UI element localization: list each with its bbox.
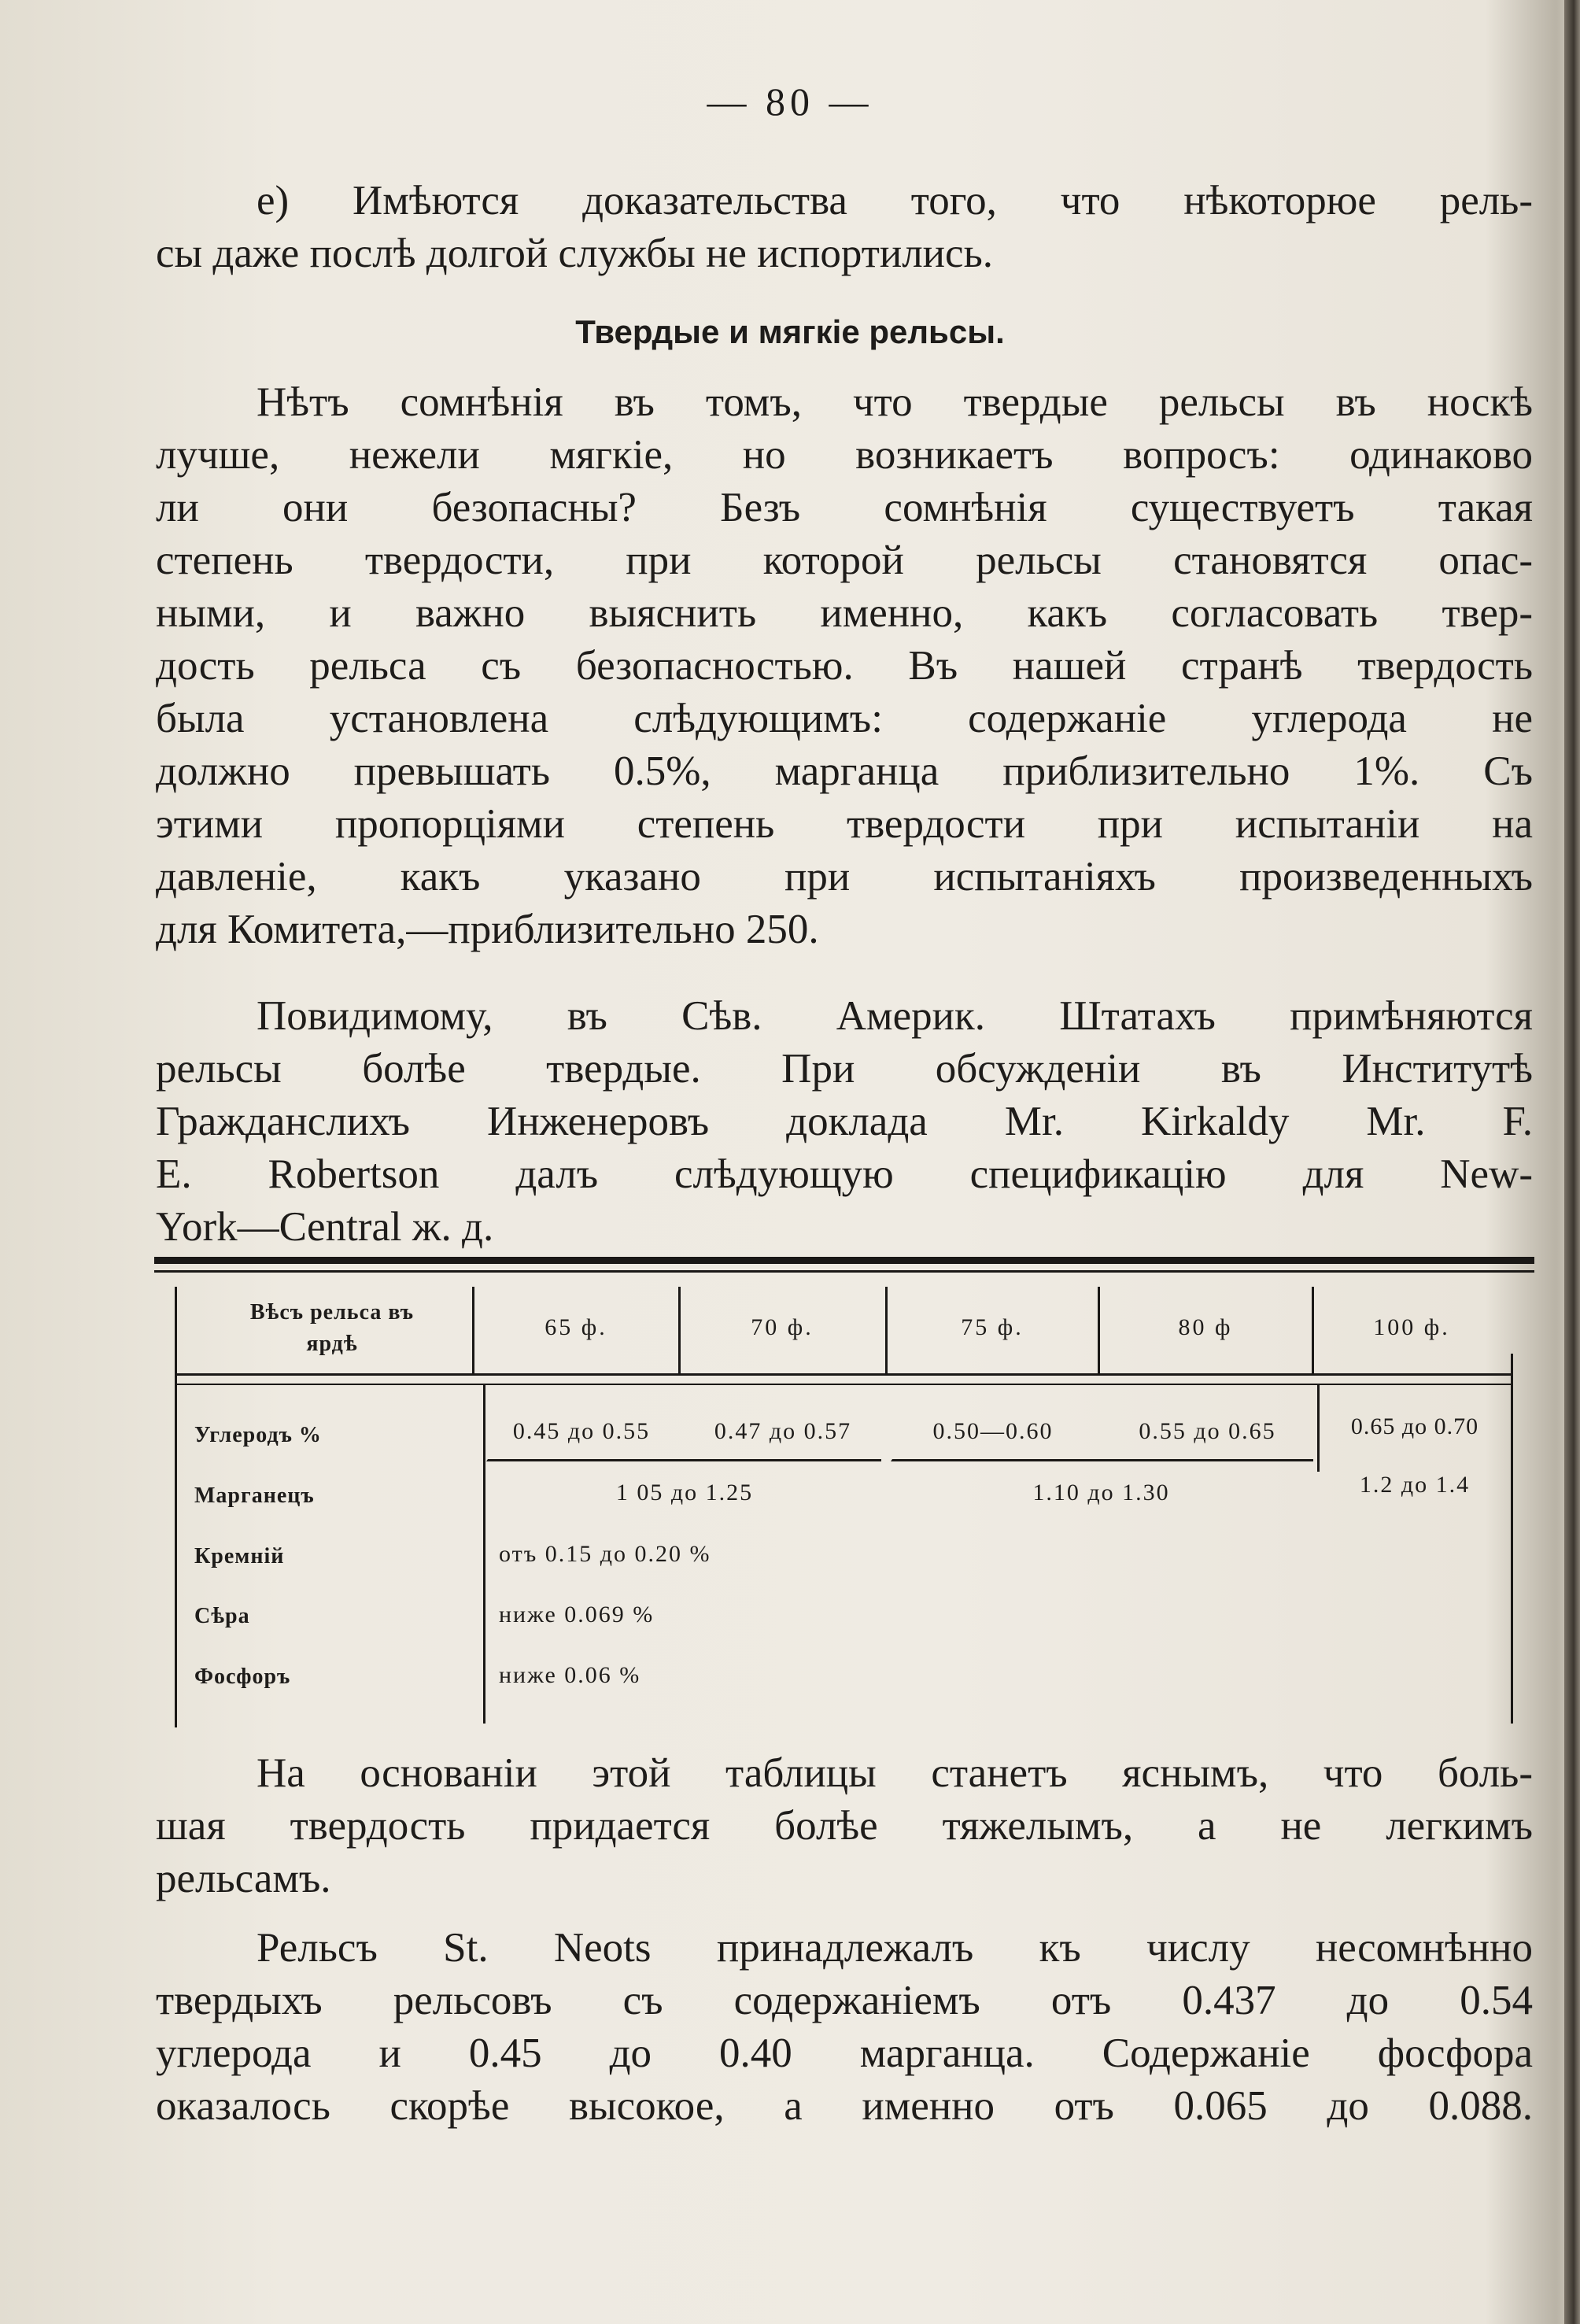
text-line: шая твердость придается болѣе тяжелымъ, а не легкимъ xyxy=(156,1803,1533,1849)
header-label-line: Вѣсъ рельса въ xyxy=(249,1300,415,1325)
manganese-value: 1 05 до 1.25 xyxy=(615,1480,754,1506)
silicon-value: отъ 0.15 до 0.20 % xyxy=(499,1541,711,1567)
carbon-value: 0.65 до 0.70 xyxy=(1350,1413,1479,1439)
text-line: лучше, нежели мягкіе, но возникаетъ вопросъ: одинаково xyxy=(156,432,1533,478)
carbon-value: 0.45 до 0.55 xyxy=(512,1418,651,1444)
text-line: ными, и важно выяснить именно, какъ согласовать твер- xyxy=(156,590,1533,636)
text-line: Гражданслихъ Инженеровъ доклада Mr. Kirkaldy Mr. F. xyxy=(156,1099,1533,1144)
row-label-phosphorus: Фосфоръ xyxy=(194,1664,291,1689)
weight-column-header: 75 ф. xyxy=(961,1314,1024,1340)
header-rule-thin xyxy=(175,1384,1512,1385)
weight-column-header: 65 ф. xyxy=(545,1314,607,1340)
text-line: E. Robertson далъ слѣдующую спецификацію для New- xyxy=(156,1151,1533,1197)
text-line: е) Имѣются доказательства того, что нѣкоторюе рель- xyxy=(257,178,1533,224)
row-label-silicon: Кремній xyxy=(194,1544,285,1568)
text-line: Рельсъ St. Neots принадлежалъ къ числу несомнѣнно xyxy=(257,1925,1533,1971)
text-line: давленіе, какъ указано при испытаніяхъ произведенныхъ xyxy=(156,854,1533,900)
text-line: углерода и 0.45 до 0.40 марганца. Содержаніе фосфора xyxy=(156,2030,1533,2076)
text-line: Нѣтъ сомнѣнія въ томъ, что твердые рельсы въ носкѣ xyxy=(257,379,1533,425)
text-line: ли они безопасны? Безъ сомнѣнія существуетъ такая xyxy=(156,485,1533,530)
brace-75-80 xyxy=(891,1448,1313,1461)
text-line: сы даже послѣ долгой службы не испортились. xyxy=(156,231,993,276)
header-rule xyxy=(175,1373,1512,1376)
row-label-carbon: Углеродъ % xyxy=(194,1423,322,1447)
weight-column-header: 100 ф. xyxy=(1373,1314,1450,1340)
paragraph-st-neots-rail xyxy=(156,1922,1533,2133)
sulfur-value: ниже 0.069 % xyxy=(499,1602,655,1628)
text-line: этими пропорціями степень твердости при испытаніи на xyxy=(156,801,1533,847)
brace-65-70 xyxy=(486,1448,881,1461)
table-header-weight-label xyxy=(198,1297,466,1360)
table-top-rule xyxy=(154,1257,1534,1264)
text-line: твердыхъ рельсовъ съ содержаніемъ отъ 0.437 до 0.54 xyxy=(156,1978,1533,2023)
text-line: York—Central ж. д. xyxy=(156,1204,494,1250)
text-line: дость рельса съ безопасностью. Въ нашей странѣ твердость xyxy=(156,643,1533,689)
text-line: рельсамъ. xyxy=(156,1856,331,1901)
row-label-sulfur: Сѣра xyxy=(194,1604,250,1628)
section-heading: Твердые и мягкіе рельсы. xyxy=(575,313,1005,350)
table-top-rule-thin xyxy=(154,1270,1534,1273)
phosphorus-value: ниже 0.06 % xyxy=(499,1662,641,1688)
paragraph-hard-soft-rails xyxy=(156,376,1533,956)
text-line: для Комитета,—приблизительно 250. xyxy=(156,907,819,952)
text-line: рельсы болѣе твердые. При обсужденіи въ Институтѣ xyxy=(156,1046,1533,1092)
rail-specification-table xyxy=(175,1283,1512,1731)
text-line: была установлена слѣдующимъ: содержаніе углерода не xyxy=(156,696,1533,741)
carbon-value: 0.55 до 0.65 xyxy=(1139,1418,1276,1444)
paragraph-american-rails xyxy=(156,990,1533,1254)
text-line: должно превышать 0.5%, марганца приблизительно 1%. Съ xyxy=(156,748,1533,794)
weight-column-header: 70 ф. xyxy=(751,1314,814,1340)
manganese-value: 1.2 до 1.4 xyxy=(1359,1472,1471,1498)
text-line: оказалось скорѣе высокое, а именно отъ 0.065 до 0.088. xyxy=(156,2083,1533,2129)
header-label-line: ярдѣ xyxy=(306,1332,358,1356)
page-number: — 80 — xyxy=(707,79,873,124)
text-line: На основаніи этой таблицы станетъ яснымъ, что боль- xyxy=(257,1750,1533,1796)
carbon-value: 0.47 до 0.57 xyxy=(714,1418,852,1444)
carbon-value: 0.50—0.60 xyxy=(932,1418,1054,1444)
text-line: Повидимому, въ Сѣв. Америк. Штатахъ примѣняются xyxy=(257,993,1533,1039)
manganese-value: 1.10 до 1.30 xyxy=(1032,1480,1170,1506)
row-label-manganese: Марганецъ xyxy=(194,1483,315,1508)
weight-column-header: 80 ф xyxy=(1178,1314,1233,1340)
paragraph-table-conclusion xyxy=(156,1747,1533,1905)
text-line: степень твердости, при которой рельсы становятся опас- xyxy=(156,538,1533,583)
intro-paragraph xyxy=(156,175,1533,280)
table-right-border xyxy=(1511,1354,1513,1724)
table-left-border xyxy=(175,1287,177,1727)
